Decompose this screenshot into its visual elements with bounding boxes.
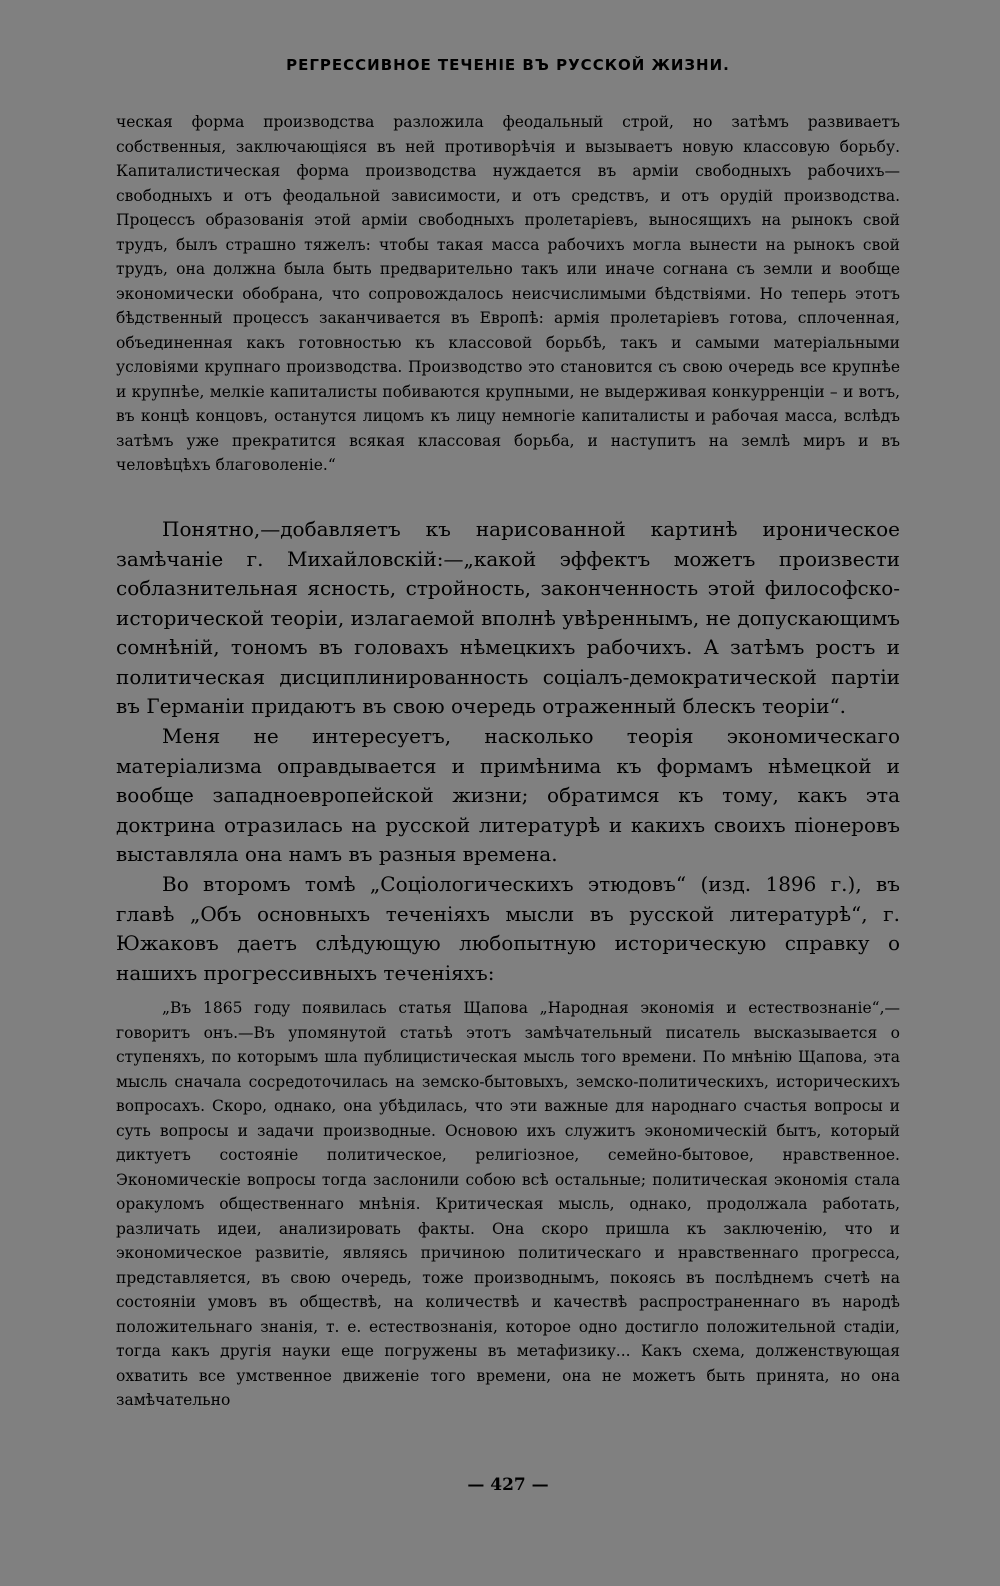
quote-continuation: ческая форма производства разложила феодальный строй, но затѣмъ развиваетъ собственныя, заключающіяся въ ней противорѣчія и вызываетъ новую классовую борьбу. Капиталистическая форма производства нуждается въ арміи свободныхъ рабочихъ— свободныхъ и отъ феодальной зависимости, и отъ средствъ, и отъ орудій производства. Процессъ образованія этой арміи свободныхъ пролетаріевъ, выносящихъ на рынокъ свой трудъ, былъ страшно тяжелъ: чтобы такая масса рабочихъ могла вынести на рынокъ свой трудъ, она должна была быть предварительно такъ или иначе согнана съ земли и вообще экономически обобрана, что сопровождалось неисчислимыми бѣдствіями. Но теперь этотъ бѣдственный процессъ заканчивается въ Европѣ: армія пролетаріевъ готова, сплоченная, объединенная какъ готовностью къ классовой борьбѣ, такъ и самыми матеріальными условіями крупнаго производства. Производство это становится съ свою очередь все крупнѣе и крупнѣе, мелкіе капиталисты побиваются крупными, не выдерживая конкурренціи – и вотъ, въ концѣ концовъ, останутся лицомъ къ лицу немногіе капиталисты и рабочая масса, вслѣдъ затѣмъ уже прекратится всякая классовая борьба, и наступитъ на землѣ миръ и въ человѣцѣхъ благоволеніе.“ (116, 113, 900, 474)
paragraph-2: Меня не интересуетъ, насколько теорія экономическаго матеріализма оправдывается и примѣнима къ формамъ нѣмецкой и вообще западноевропейской жизни; обратимся къ тому, какъ эта доктрина отразилась на русской литературѣ и какихъ своихъ піонеровъ выставляла она намъ въ разныя времена. (116, 724, 900, 866)
running-head: РЕГРЕССИВНОЕ ТЕЧЕНІЕ ВЪ РУССКОЙ ЖИЗНИ. (286, 56, 730, 74)
quote-2: „Въ 1865 году появилась статья Щапова „Народная экономія и естествознаніе“,—говоритъ онъ.—Въ упомянутой статьѣ этотъ замѣчательный писатель высказывается о ступеняхъ, по которымъ шла публицистическая мысль того времени. По мнѣнію Щапова, эта мысль сначала сосредоточилась на земско-бытовыхъ, земско-политическихъ, историческихъ вопросахъ. Скоро, однако, она убѣдилась, что эти важные для народнаго счастья вопросы и суть вопросы и задачи производные. Основою ихъ служитъ экономическій бытъ, который диктуетъ состояніе политическое, религіозное, семейно-бытовое, нравственное. Экономическіе вопросы тогда заслонили собою всѣ остальные; политическая экономія стала оракуломъ общественнаго мнѣнія. Критическая мысль, однако, продолжала работать, различать идеи, анализировать факты. Она скоро пришла къ заключенію, что и экономическое развитіе, являясь причиною политическаго и нравственнаго прогресса, представляется, въ свою очередь, тоже производнымъ, покоясь въ послѣднемъ счетѣ на состояніи умовъ въ обществѣ, на количествѣ и качествѣ распространеннаго въ народѣ положительнаго знанія, т. е. естествознанія, которое одно достигло положительной стадіи, тогда какъ другія науки еще погружены въ метафизику... Какъ схема, долженствующая охватить все умственное движеніе того времени, она не можетъ быть принята, но она замѣчательно (116, 999, 900, 1409)
page-number: — 427 — (467, 1475, 549, 1495)
book-page (116, 0, 900, 1586)
paragraph-1: Понятно,—добавляетъ къ нарисованной картинѣ ироническое замѣчаніе г. Михайловскій:—„какой эффектъ можетъ произвести соблазнительная ясность, стройность, законченность этой философско-исторической теоріи, излагаемой вполнѣ увѣреннымъ, не допускающимъ сомнѣній, тономъ въ головахъ нѣмецкихъ рабочихъ. А затѣмъ ростъ и политическая дисциплинированность соціалъ-демократической партіи въ Германіи придаютъ въ свою очередь отраженный блескъ теоріи“. (116, 517, 900, 718)
paragraph-3: Во второмъ томѣ „Соціологическихъ этюдовъ“ (изд. 1896 г.), въ главѣ „Объ основныхъ теченіяхъ мысли въ русской литературѣ“, г. Южаковъ даетъ слѣдующую любопытную историческую справку о нашихъ прогрессивныхъ теченіяхъ: (116, 872, 900, 985)
